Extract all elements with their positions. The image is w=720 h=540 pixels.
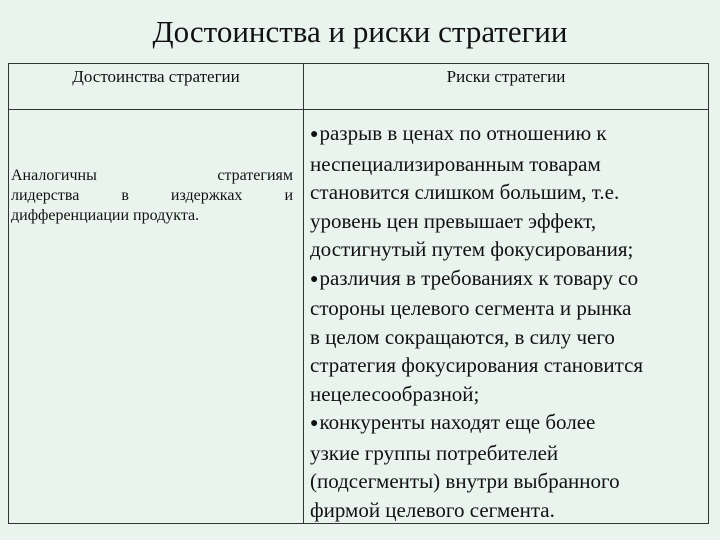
risk-line: уровень цен превышает эффект, <box>310 208 597 233</box>
risk-line <box>310 264 705 295</box>
bullet-icon: ● <box>310 271 319 287</box>
advantages-line: Аналогичны стратегиям <box>11 167 293 184</box>
risk-text: конкуренты находят еще более <box>319 410 596 434</box>
bullet-icon: ● <box>310 416 319 431</box>
risk-text: различия в требованиях к товару со <box>319 265 639 290</box>
risk-item <box>310 119 705 264</box>
risk-line: фирмой целевого сегмента. <box>310 497 555 522</box>
advantages-line: дифференциации продукта. <box>11 207 200 224</box>
risk-line: стороны целевого сегмента и рынка <box>310 296 632 320</box>
page-title: Достоинства и риски стратегии <box>152 14 568 49</box>
risk-line: достигнутый путем фокусирования; <box>310 237 634 261</box>
risk-line: нецелесообразной; <box>310 381 480 406</box>
header-risks: Риски стратегии <box>446 67 566 86</box>
risk-line <box>310 119 705 150</box>
risk-item <box>310 264 705 409</box>
risks-list <box>310 119 705 524</box>
risk-line: стратегия фокусирования становится <box>310 353 644 377</box>
advantages-line: лидерства в издержках и <box>11 187 293 204</box>
advantages-cell <box>11 166 293 226</box>
risk-line: узкие группы потребителей <box>310 440 559 465</box>
risk-line: (подсегменты) внутри выбранного <box>310 469 620 493</box>
header-advantages: Достоинства стратегии <box>72 67 240 86</box>
strategy-table <box>8 63 709 524</box>
risk-line: неспециализированным товарам <box>310 151 601 176</box>
bullet-icon: ● <box>310 127 319 142</box>
risk-text: разрыв в ценах по отношению к <box>319 121 607 145</box>
risk-line: в целом сокращаются, в силу чего <box>310 324 615 349</box>
risk-line: становится слишком большим, т.е. <box>310 180 620 204</box>
risk-item <box>310 408 705 524</box>
header-divider <box>9 109 708 110</box>
risk-line <box>310 408 705 439</box>
column-divider <box>303 64 304 523</box>
